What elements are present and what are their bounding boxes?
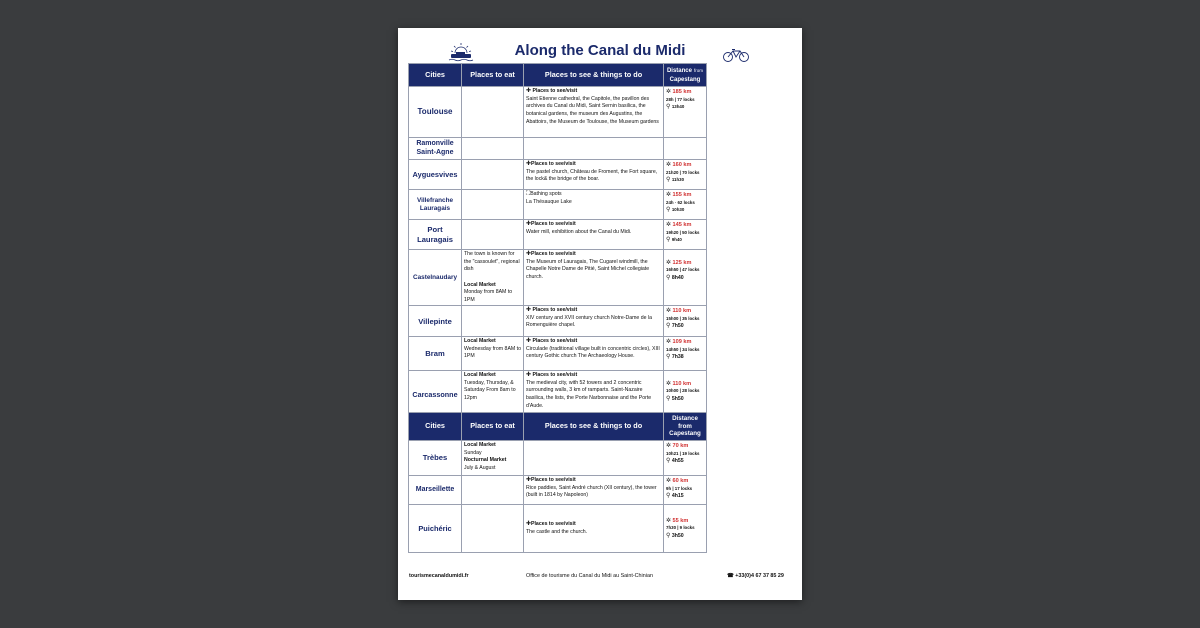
ship-wheel-icon: ✲ [666,443,672,449]
distance-cell [664,138,707,160]
phone-icon: ☎ [727,573,734,579]
cross-icon: ✚ [526,221,532,228]
city-name: Marseillette [409,476,462,505]
bicycle-icon: ⚲ [666,395,671,402]
page-title: Along the Canal du Midi [514,42,686,59]
ship-wheel-icon: ✲ [666,162,672,169]
city-name: Carcassonne [409,371,462,419]
cross-icon: ✚ [526,161,532,168]
table-row [409,476,707,505]
distance-cell: ✲ 185 km 28h | 77 locks ⚲ 13h40 [664,87,707,138]
ship-wheel-icon: ✲ [666,259,672,266]
header-cities: Cities [409,413,462,441]
header-distance: Distance from Capestang [664,413,707,441]
city-name: Ayguesvives [409,160,462,190]
footer-phone: ☎ +33(0)4 67 37 85 29 [727,573,784,579]
eat-cell: Local Market Sunday Nocturnal Market July & August [462,441,524,476]
bicycle-icon: ⚲ [666,274,671,281]
canal-table-1 [408,63,707,419]
see-cell: ✚ Places to see/visit XIV century and XVII century church Notre-Dame de la Romenguière chapel. [524,306,664,337]
distance-cell: ✲ 109 km 14h50 | 34 locks ⚲ 7h38 [664,337,707,371]
eat-cell [462,306,524,337]
distance-cell: ✲ 70 km 10h21 | 19 locks ⚲ 4h55 [664,441,707,476]
see-cell: ✚ Places to see/visit Circulade (traditional village built in concentric circles), XIII century Gothic church The Archaeology House. [524,337,664,371]
city-name: Trèbes [409,441,462,476]
bicycle-icon: ⚲ [666,323,671,330]
see-cell: ✚Places to see/visit Rice paddies, Saint André church (XII century), the tower (built in 1814 by Napoleon) [524,476,664,505]
cross-icon: ✚ [526,520,532,527]
bicycle-icon: ⚲ [666,237,671,244]
cross-icon: ✚ [526,88,532,95]
see-cell [524,138,664,160]
eat-cell: The town is known for the "cassoulet", regional dish Local Market Monday from 8AM to 1PM [462,250,524,306]
see-cell [524,441,664,476]
eat-cell [462,138,524,160]
see-cell: ✚ Places to see/visit The medieval city, with 52 towers and 2 concentric surrounding walls, 3 km of ramparts. Saint-Nazaire basilica, the lists, the Porte Narbonnaise and the Porte d'Aude. [524,371,664,419]
see-cell: ✚Places to see/visit The pastel church, Château de Froment, the Fort square, the lock& the bridge of the boar. [524,160,664,190]
city-name: Toulouse [409,87,462,138]
table-row [409,220,707,250]
cross-icon: ✚ [526,307,532,314]
table-row [409,441,707,476]
eat-cell [462,87,524,138]
ship-wheel-icon: ✲ [666,339,672,346]
bicycle-icon: ⚲ [666,493,671,500]
distance-cell: ✲ 145 km 19h20 | 50 locks ⚲ 9h40 [664,220,707,250]
header-cities: Cities [409,64,462,87]
footer-website[interactable]: tourismecanaldumidi.fr [409,573,469,579]
eat-cell [462,160,524,190]
city-name: Bram [409,337,462,371]
city-name: Ramonville Saint-Agne [409,138,462,160]
canal-table-2 [408,412,707,553]
brochure-page [398,28,802,600]
bicycle-icon: ⚲ [666,177,671,184]
cross-icon: ✚ [526,338,532,345]
eat-cell: Local Market Wednesday from 8AM to 1PM [462,337,524,371]
city-name: Villepinte [409,306,462,337]
see-cell: ✚Places to see/visit The castle and the church. [524,505,664,553]
see-cell: ✚Places to see/visit Water mill, exhibition about the Canal du Midi. [524,220,664,250]
table-row [409,505,707,553]
distance-cell: ✲ 55 km 7h30 | 9 locks ⚲ 3h50 [664,505,707,553]
city-name: Puichéric [409,505,462,553]
cross-icon: ✚ [526,477,532,483]
header-see: Places to see & things to do [524,413,664,441]
distance-cell: ✲ 125 km 16h50 | 47 locks ⚲ 8h40 [664,250,707,306]
see-cell: ⛶Bathing spots La Thésauque Lake [524,190,664,220]
header-eat: Places to eat [462,413,524,441]
city-name: Villefranche Lauragais [409,190,462,220]
bicycle-icon: ⚲ [666,207,671,214]
see-cell: ✚ Places to see/visit Saint Etienne cathedral, the Capitole, the pavillon des archives du Canal du Midi, Saint Sernin basilica, the botanical gardens, the museum des Augustins, the Abattoirs, the Museum de Toulouse, the Museum gardens [524,87,664,138]
bicycle-icon [721,48,751,62]
ship-wheel-icon: ✲ [666,517,672,524]
city-name: Castelnaudary [409,250,462,306]
table-row [409,160,707,190]
distance-cell: ✲ 160 km 21h20 | 70 locks ⚲ 11h30 [664,160,707,190]
eat-cell [462,220,524,250]
footer-office: Office de tourisme du Canal du Midi au Saint-Chinian [526,573,653,579]
ship-wheel-icon: ✲ [666,192,672,199]
table-row [409,87,707,138]
distance-cell: ✲ 110 km 15h00 | 35 locks ⚲ 7h50 [664,306,707,337]
bicycle-icon: ⚲ [666,104,671,111]
bicycle-icon: ⚲ [666,458,671,465]
table-row [409,190,707,220]
ship-wheel-icon: ✲ [666,478,672,484]
ship-wheel-icon: ✲ [666,222,672,229]
distance-cell: ✲ 110 km 10h00 | 28 locks ⚲ 5h50 [664,371,707,419]
table-header-row [409,64,707,87]
city-name: Port Lauragais [409,220,462,250]
table-row [409,306,707,337]
cross-icon: ✚ [526,251,532,258]
header-distance: Distance from Capestang [664,64,707,87]
eat-cell [462,190,524,220]
ship-wheel-icon: ✲ [666,89,672,96]
see-cell: ✚Places to see/visit The Museum of Lauragais, The Cugarel windmill, the Chapelle Notre Dame de Pitié, Saint Michel collegiate church. [524,250,664,306]
ship-wheel-icon: ✲ [666,380,672,387]
eat-cell [462,505,524,553]
table-row [409,250,707,306]
distance-cell: ✲ 60 km 9h | 17 locks ⚲ 4h15 [664,476,707,505]
header-eat: Places to eat [462,64,524,87]
eat-cell [462,476,524,505]
eat-cell: Local Market Tuesday, Thursday, & Saturday From 8am to 12pm [462,371,524,419]
ship-wheel-icon: ✲ [666,308,672,315]
cross-icon: ✚ [526,372,532,379]
bicycle-icon: ⚲ [666,532,671,539]
table-row [409,337,707,371]
table-header-row [409,413,707,441]
bathing-icon: ⛶ [526,191,531,198]
bicycle-icon: ⚲ [666,354,671,361]
table-row [409,138,707,160]
distance-cell: ✲ 155 km 24h · 62 locks ⚲ 10h30 [664,190,707,220]
header-see: Places to see & things to do [524,64,664,87]
